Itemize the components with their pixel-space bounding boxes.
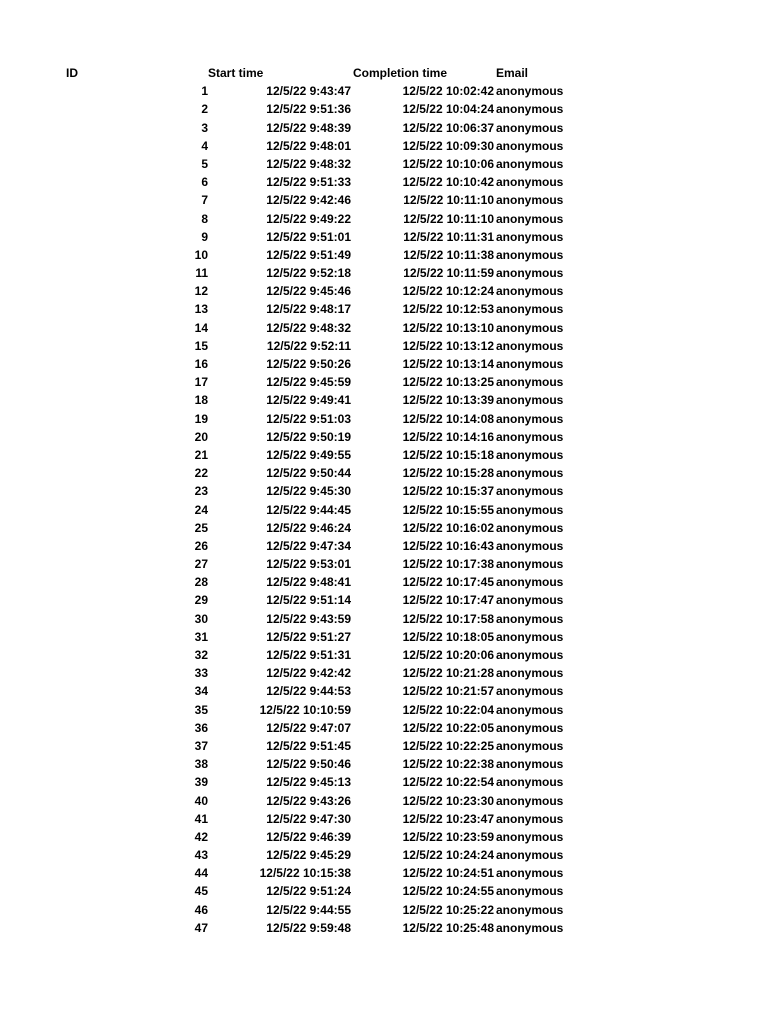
cell-id: 25 bbox=[194, 520, 208, 535]
cell-email: anonymous bbox=[496, 720, 564, 735]
table-row bbox=[0, 755, 768, 773]
cell-email: anonymous bbox=[496, 884, 564, 899]
header-email: Email bbox=[496, 66, 529, 80]
header-row bbox=[0, 64, 768, 82]
cell-id: 12 bbox=[194, 284, 208, 299]
cell-completion-time: 12/5/22 10:02:42 bbox=[402, 84, 494, 99]
cell-start-time: 12/5/22 9:45:13 bbox=[266, 775, 351, 790]
cell-start-time: 12/5/22 9:50:19 bbox=[266, 429, 351, 444]
cell-id: 21 bbox=[194, 447, 208, 462]
cell-id: 22 bbox=[194, 466, 208, 481]
cell-start-time: 12/5/22 9:48:39 bbox=[266, 120, 351, 135]
table-row bbox=[0, 537, 768, 555]
cell-start-time: 12/5/22 9:44:55 bbox=[266, 902, 351, 917]
cell-id: 42 bbox=[194, 829, 208, 844]
cell-id: 44 bbox=[194, 866, 208, 881]
cell-completion-time: 12/5/22 10:15:37 bbox=[402, 484, 494, 499]
table-row bbox=[0, 300, 768, 318]
cell-completion-time: 12/5/22 10:04:24 bbox=[402, 102, 494, 117]
table-row bbox=[0, 82, 768, 100]
header-id: ID bbox=[66, 66, 78, 80]
table-row bbox=[0, 628, 768, 646]
cell-id: 19 bbox=[194, 411, 208, 426]
cell-completion-time: 12/5/22 10:06:37 bbox=[402, 120, 494, 135]
cell-start-time: 12/5/22 9:51:27 bbox=[266, 629, 351, 644]
cell-start-time: 12/5/22 9:59:48 bbox=[266, 920, 351, 935]
cell-completion-time: 12/5/22 10:11:59 bbox=[403, 266, 494, 281]
cell-completion-time: 12/5/22 10:21:28 bbox=[402, 666, 494, 681]
cell-id: 31 bbox=[194, 629, 208, 644]
cell-id: 32 bbox=[194, 648, 208, 662]
cell-id: 41 bbox=[194, 811, 208, 826]
cell-id: 4 bbox=[201, 138, 208, 153]
cell-start-time: 12/5/22 9:51:31 bbox=[266, 648, 351, 662]
cell-start-time: 12/5/22 9:51:33 bbox=[266, 175, 351, 190]
cell-completion-time: 12/5/22 10:22:04 bbox=[402, 702, 494, 717]
table-row bbox=[0, 100, 768, 118]
cell-id: 11 bbox=[195, 266, 208, 281]
table-row bbox=[0, 119, 768, 137]
cell-start-time: 12/5/22 9:51:01 bbox=[266, 229, 351, 244]
cell-id: 30 bbox=[194, 611, 208, 626]
cell-id: 27 bbox=[194, 557, 208, 572]
table-row bbox=[0, 428, 768, 446]
cell-id: 20 bbox=[194, 429, 208, 444]
cell-completion-time: 12/5/22 10:13:14 bbox=[402, 357, 494, 371]
cell-start-time: 12/5/22 9:42:46 bbox=[266, 193, 351, 208]
table-row bbox=[0, 173, 768, 191]
cell-completion-time: 12/5/22 10:10:42 bbox=[402, 175, 494, 190]
cell-start-time: 12/5/22 9:50:26 bbox=[266, 357, 351, 371]
cell-completion-time: 12/5/22 10:11:10 bbox=[403, 193, 494, 208]
cell-completion-time: 12/5/22 10:14:16 bbox=[402, 429, 494, 444]
table-row bbox=[0, 773, 768, 791]
cell-completion-time: 12/5/22 10:16:02 bbox=[402, 520, 494, 535]
cell-completion-time: 12/5/22 10:15:28 bbox=[402, 466, 494, 481]
cell-id: 5 bbox=[201, 156, 208, 171]
table-row bbox=[0, 901, 768, 919]
cell-email: anonymous bbox=[496, 429, 564, 444]
cell-start-time: 12/5/22 9:46:24 bbox=[266, 520, 351, 535]
cell-completion-time: 12/5/22 10:23:30 bbox=[402, 793, 494, 808]
cell-start-time: 12/5/22 9:42:42 bbox=[266, 666, 351, 681]
header-start-time: Start time bbox=[208, 66, 264, 80]
cell-email: anonymous bbox=[496, 284, 564, 299]
cell-start-time: 12/5/22 9:53:01 bbox=[266, 557, 351, 572]
table-row bbox=[0, 664, 768, 682]
cell-email: anonymous bbox=[496, 338, 564, 353]
cell-start-time: 12/5/22 9:45:29 bbox=[266, 848, 351, 863]
table-row bbox=[0, 737, 768, 755]
cell-email: anonymous bbox=[496, 648, 564, 662]
table-row bbox=[0, 701, 768, 719]
cell-completion-time: 12/5/22 10:11:31 bbox=[403, 229, 494, 244]
cell-start-time: 12/5/22 9:51:45 bbox=[266, 738, 351, 753]
cell-id: 9 bbox=[201, 229, 208, 244]
header-completion-time: Completion time bbox=[353, 66, 448, 80]
cell-id: 35 bbox=[194, 702, 208, 717]
cell-completion-time: 12/5/22 10:17:45 bbox=[402, 575, 494, 590]
table-row bbox=[0, 337, 768, 355]
table-row bbox=[0, 373, 768, 391]
cell-start-time: 12/5/22 9:48:17 bbox=[266, 302, 351, 317]
cell-email: anonymous bbox=[496, 793, 564, 808]
cell-email: anonymous bbox=[496, 447, 564, 462]
cell-completion-time: 12/5/22 10:23:47 bbox=[402, 811, 494, 826]
cell-start-time: 12/5/22 9:49:55 bbox=[266, 447, 351, 462]
cell-email: anonymous bbox=[496, 575, 564, 590]
cell-id: 15 bbox=[194, 338, 208, 353]
cell-completion-time: 12/5/22 10:15:55 bbox=[402, 502, 494, 517]
cell-completion-time: 12/5/22 10:24:51 bbox=[402, 866, 494, 881]
table-row bbox=[0, 610, 768, 628]
cell-email: anonymous bbox=[496, 684, 564, 699]
cell-start-time: 12/5/22 9:43:26 bbox=[266, 793, 351, 808]
table-row bbox=[0, 792, 768, 810]
table-row bbox=[0, 155, 768, 173]
cell-email: anonymous bbox=[496, 902, 564, 917]
cell-start-time: 12/5/22 9:43:47 bbox=[266, 84, 351, 99]
cell-email: anonymous bbox=[496, 738, 564, 753]
cell-id: 29 bbox=[194, 593, 208, 608]
cell-completion-time: 12/5/22 10:23:59 bbox=[402, 829, 494, 844]
cell-start-time: 12/5/22 9:51:36 bbox=[266, 102, 351, 117]
cell-completion-time: 12/5/22 10:17:47 bbox=[402, 593, 494, 608]
cell-email: anonymous bbox=[496, 120, 564, 135]
table-row bbox=[0, 828, 768, 846]
cell-start-time: 12/5/22 10:15:38 bbox=[259, 866, 351, 881]
table-row bbox=[0, 864, 768, 882]
cell-id: 46 bbox=[194, 902, 208, 917]
table-row bbox=[0, 919, 768, 937]
cell-completion-time: 12/5/22 10:22:38 bbox=[402, 757, 494, 772]
cell-start-time: 12/5/22 9:49:22 bbox=[266, 211, 351, 226]
cell-email: anonymous bbox=[496, 175, 564, 190]
cell-email: anonymous bbox=[496, 666, 564, 681]
cell-email: anonymous bbox=[496, 829, 564, 844]
cell-start-time: 12/5/22 9:45:46 bbox=[266, 284, 351, 299]
cell-id: 24 bbox=[194, 502, 208, 517]
cell-email: anonymous bbox=[496, 502, 564, 517]
cell-email: anonymous bbox=[496, 466, 564, 481]
cell-id: 2 bbox=[201, 102, 208, 117]
cell-start-time: 12/5/22 9:45:59 bbox=[266, 375, 351, 390]
cell-start-time: 12/5/22 9:47:34 bbox=[266, 538, 351, 553]
cell-email: anonymous bbox=[496, 266, 564, 281]
cell-completion-time: 12/5/22 10:25:22 bbox=[402, 902, 494, 917]
cell-completion-time: 12/5/22 10:11:38 bbox=[403, 247, 494, 262]
cell-id: 47 bbox=[194, 920, 208, 935]
cell-email: anonymous bbox=[496, 920, 564, 935]
cell-id: 16 bbox=[194, 357, 208, 371]
table-row bbox=[0, 228, 768, 246]
cell-email: anonymous bbox=[496, 302, 564, 317]
cell-id: 3 bbox=[201, 120, 208, 135]
cell-id: 6 bbox=[201, 175, 208, 190]
table-row bbox=[0, 501, 768, 519]
cell-completion-time: 12/5/22 10:15:18 bbox=[402, 447, 494, 462]
cell-completion-time: 12/5/22 10:22:05 bbox=[402, 720, 494, 735]
table-row bbox=[0, 591, 768, 609]
cell-email: anonymous bbox=[496, 848, 564, 863]
table-row bbox=[0, 210, 768, 228]
cell-start-time: 12/5/22 9:52:18 bbox=[266, 266, 351, 281]
cell-completion-time: 12/5/22 10:22:54 bbox=[402, 775, 494, 790]
cell-id: 1 bbox=[201, 84, 208, 99]
cell-completion-time: 12/5/22 10:09:30 bbox=[402, 138, 494, 153]
cell-email: anonymous bbox=[496, 229, 564, 244]
table-row bbox=[0, 882, 768, 900]
cell-email: anonymous bbox=[496, 520, 564, 535]
cell-id: 38 bbox=[194, 757, 208, 772]
cell-email: anonymous bbox=[496, 593, 564, 608]
cell-completion-time: 12/5/22 10:16:43 bbox=[402, 538, 494, 553]
cell-id: 43 bbox=[194, 848, 208, 863]
cell-start-time: 12/5/22 9:48:32 bbox=[266, 156, 351, 171]
table-row bbox=[0, 646, 768, 664]
cell-email: anonymous bbox=[496, 484, 564, 499]
cell-email: anonymous bbox=[496, 375, 564, 390]
cell-start-time: 12/5/22 9:50:46 bbox=[266, 757, 351, 772]
cell-id: 18 bbox=[194, 393, 208, 408]
cell-email: anonymous bbox=[496, 702, 564, 717]
table-row bbox=[0, 464, 768, 482]
cell-id: 45 bbox=[194, 884, 208, 899]
cell-id: 40 bbox=[194, 793, 208, 808]
cell-email: anonymous bbox=[496, 538, 564, 553]
cell-id: 17 bbox=[194, 375, 208, 390]
table-row bbox=[0, 555, 768, 573]
cell-start-time: 12/5/22 9:46:39 bbox=[266, 829, 351, 844]
table-row bbox=[0, 446, 768, 464]
cell-completion-time: 12/5/22 10:12:53 bbox=[402, 302, 494, 317]
cell-start-time: 12/5/22 9:51:24 bbox=[266, 884, 351, 899]
cell-start-time: 12/5/22 9:45:30 bbox=[266, 484, 351, 499]
table-row bbox=[0, 410, 768, 428]
cell-email: anonymous bbox=[496, 84, 564, 99]
cell-completion-time: 12/5/22 10:18:05 bbox=[402, 629, 494, 644]
cell-email: anonymous bbox=[496, 393, 564, 408]
table-row bbox=[0, 319, 768, 337]
spreadsheet-table bbox=[0, 64, 768, 937]
cell-id: 28 bbox=[194, 575, 208, 590]
cell-email: anonymous bbox=[496, 775, 564, 790]
table-row bbox=[0, 137, 768, 155]
cell-email: anonymous bbox=[496, 811, 564, 826]
cell-start-time: 12/5/22 9:48:01 bbox=[266, 138, 351, 153]
table-row bbox=[0, 246, 768, 264]
table-row bbox=[0, 682, 768, 700]
cell-start-time: 12/5/22 9:52:11 bbox=[266, 338, 351, 353]
cell-completion-time: 12/5/22 10:13:25 bbox=[402, 375, 494, 390]
cell-id: 23 bbox=[194, 484, 208, 499]
cell-email: anonymous bbox=[496, 866, 564, 881]
cell-email: anonymous bbox=[496, 138, 564, 153]
cell-start-time: 12/5/22 9:50:44 bbox=[266, 466, 351, 481]
cell-email: anonymous bbox=[496, 193, 564, 208]
cell-start-time: 12/5/22 9:44:45 bbox=[266, 502, 351, 517]
table-row bbox=[0, 573, 768, 591]
cell-email: anonymous bbox=[496, 320, 564, 335]
cell-start-time: 12/5/22 9:51:03 bbox=[266, 411, 351, 426]
cell-email: anonymous bbox=[496, 757, 564, 772]
cell-email: anonymous bbox=[496, 611, 564, 626]
table-row bbox=[0, 191, 768, 209]
cell-completion-time: 12/5/22 10:22:25 bbox=[402, 738, 494, 753]
cell-start-time: 12/5/22 9:48:41 bbox=[266, 575, 351, 590]
cell-id: 10 bbox=[194, 247, 208, 262]
cell-completion-time: 12/5/22 10:14:08 bbox=[402, 411, 494, 426]
cell-start-time: 12/5/22 9:49:41 bbox=[266, 393, 351, 408]
cell-start-time: 12/5/22 9:44:53 bbox=[266, 684, 351, 699]
cell-email: anonymous bbox=[496, 156, 564, 171]
table-row bbox=[0, 391, 768, 409]
cell-email: anonymous bbox=[496, 557, 564, 572]
cell-email: anonymous bbox=[496, 211, 564, 226]
table-row bbox=[0, 810, 768, 828]
cell-email: anonymous bbox=[496, 357, 564, 371]
cell-completion-time: 12/5/22 10:11:10 bbox=[403, 211, 494, 226]
cell-id: 13 bbox=[194, 302, 208, 317]
cell-id: 37 bbox=[194, 738, 208, 753]
table-row bbox=[0, 482, 768, 500]
cell-email: anonymous bbox=[496, 629, 564, 644]
cell-start-time: 12/5/22 9:51:14 bbox=[266, 593, 351, 608]
cell-id: 39 bbox=[194, 775, 208, 790]
cell-email: anonymous bbox=[496, 411, 564, 426]
cell-start-time: 12/5/22 10:10:59 bbox=[259, 702, 351, 717]
table-row bbox=[0, 264, 768, 282]
cell-completion-time: 12/5/22 10:25:48 bbox=[402, 920, 494, 935]
cell-completion-time: 12/5/22 10:17:38 bbox=[402, 557, 494, 572]
cell-completion-time: 12/5/22 10:13:12 bbox=[402, 338, 494, 353]
cell-id: 7 bbox=[201, 193, 208, 208]
table-row bbox=[0, 846, 768, 864]
cell-start-time: 12/5/22 9:47:30 bbox=[266, 811, 351, 826]
cell-email: anonymous bbox=[496, 247, 564, 262]
cell-start-time: 12/5/22 9:48:32 bbox=[266, 320, 351, 335]
cell-completion-time: 12/5/22 10:13:10 bbox=[402, 320, 494, 335]
cell-id: 8 bbox=[201, 211, 208, 226]
table-row bbox=[0, 719, 768, 737]
cell-id: 36 bbox=[194, 720, 208, 735]
cell-completion-time: 12/5/22 10:10:06 bbox=[402, 156, 494, 171]
cell-completion-time: 12/5/22 10:17:58 bbox=[402, 611, 494, 626]
table-body bbox=[0, 82, 768, 937]
table-row bbox=[0, 519, 768, 537]
cell-id: 14 bbox=[194, 320, 208, 335]
cell-completion-time: 12/5/22 10:21:57 bbox=[402, 684, 494, 699]
cell-id: 34 bbox=[194, 684, 208, 699]
cell-email: anonymous bbox=[496, 102, 564, 117]
table-row bbox=[0, 282, 768, 300]
cell-start-time: 12/5/22 9:47:07 bbox=[266, 720, 351, 735]
cell-start-time: 12/5/22 9:43:59 bbox=[266, 611, 351, 626]
cell-completion-time: 12/5/22 10:13:39 bbox=[402, 393, 494, 408]
cell-id: 33 bbox=[194, 666, 208, 681]
cell-start-time: 12/5/22 9:51:49 bbox=[266, 247, 351, 262]
cell-completion-time: 12/5/22 10:12:24 bbox=[402, 284, 494, 299]
cell-completion-time: 12/5/22 10:24:24 bbox=[402, 848, 494, 863]
cell-completion-time: 12/5/22 10:24:55 bbox=[402, 884, 494, 899]
table-row bbox=[0, 355, 768, 373]
cell-id: 26 bbox=[194, 538, 208, 553]
cell-completion-time: 12/5/22 10:20:06 bbox=[402, 648, 494, 662]
